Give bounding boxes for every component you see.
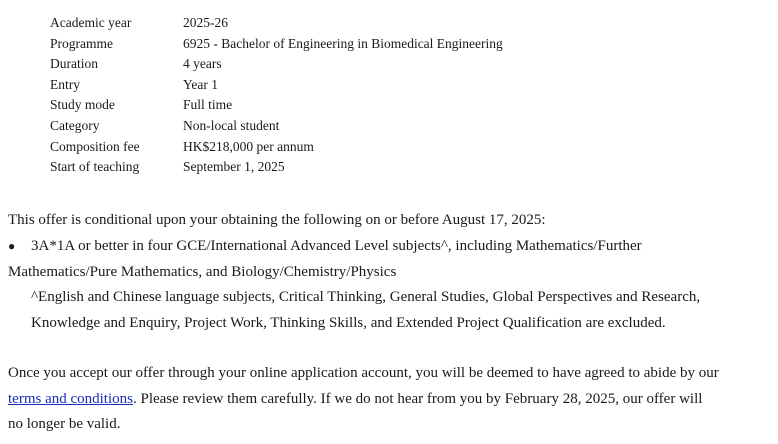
offer-details-table	[50, 13, 750, 178]
detail-value: HK$218,000 per annum	[183, 138, 314, 154]
detail-value: Full time	[183, 97, 233, 113]
detail-label: Start of teaching	[50, 159, 140, 175]
closing-line	[8, 387, 778, 413]
detail-row-start-of-teaching	[50, 157, 750, 178]
requirement-line: Mathematics/Pure Mathematics, and Biology/Chemistry/Physics	[8, 263, 397, 280]
note-line: ^English and Chinese language subjects, Critical Thinking, General Studies, Global Perspectives and Research,	[31, 289, 701, 305]
bullet-icon: ●	[8, 239, 16, 253]
detail-label: Academic year	[50, 15, 132, 30]
closing-line: no longer be valid.	[8, 416, 121, 432]
detail-label: Study mode	[50, 97, 115, 113]
detail-row-study-mode	[50, 95, 750, 116]
note-line: Knowledge and Enquiry, Project Work, Thinking Skills, and Extended Project Qualification are excluded.	[31, 314, 666, 331]
detail-row-entry	[50, 75, 750, 96]
detail-label: Category	[50, 117, 100, 133]
requirement-list-item	[8, 234, 770, 285]
terms-and-conditions-link[interactable]: terms and conditions	[8, 390, 133, 407]
excluded-subjects-note	[31, 285, 776, 336]
detail-row-programme	[50, 34, 750, 55]
detail-label: Programme	[50, 35, 113, 51]
requirement-text: 3A*1A or better in four GCE/International Advanced Level subjects^, including Mathematics/Further	[31, 238, 642, 254]
detail-value: Year 1	[183, 76, 219, 92]
closing-paragraph	[8, 361, 778, 438]
detail-value: September 1, 2025	[183, 159, 285, 175]
detail-value: 2025-26	[183, 15, 228, 30]
detail-label: Composition fee	[50, 138, 140, 154]
detail-value: 4 years	[183, 56, 222, 72]
requirement-line	[8, 234, 770, 260]
closing-line: Once you accept our offer through your online application account, you will be deemed to have agreed to abide by our	[8, 365, 719, 381]
detail-label: Entry	[50, 76, 80, 92]
detail-label: Duration	[50, 56, 98, 72]
detail-row-category	[50, 116, 750, 137]
detail-row-academic-year	[50, 13, 750, 34]
detail-value: 6925 - Bachelor of Engineering in Biomedical Engineering	[183, 35, 503, 51]
closing-text: . Please review them carefully. If we do not hear from you by February 28, 2025, our offer will	[132, 390, 703, 407]
detail-row-composition-fee	[50, 137, 750, 158]
detail-value: Non-local student	[183, 117, 280, 133]
detail-row-duration	[50, 54, 750, 75]
conditions-intro: This offer is conditional upon your obtaining the following on or before August 17, 2025:	[8, 212, 546, 228]
